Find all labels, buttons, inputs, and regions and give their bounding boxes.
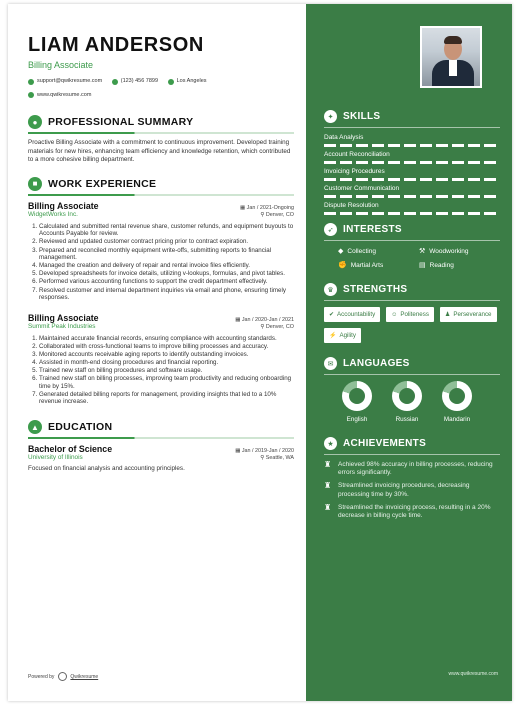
list-item: 5. Developed spreadsheets for invoice details, utilizing v-lookups, formulas, and pivot tables. <box>39 270 294 278</box>
strength-label: Perseverance <box>453 311 492 318</box>
skill-item: Data Analysis <box>324 134 364 141</box>
list-item: 3. Prepared and reconciled monthly equipment write-offs, submitting reports to financial management. <box>39 247 294 262</box>
language-label: Mandarin <box>443 416 471 423</box>
phone-icon <box>112 79 118 85</box>
interests-heading <box>324 223 500 236</box>
contact-info <box>28 76 294 103</box>
divider <box>324 374 500 375</box>
resume-page <box>8 4 512 701</box>
interest-label: Martial Arts <box>350 261 384 269</box>
skill-item: Customer Communication <box>324 185 400 192</box>
achievement-text: Streamlined the invoicing process, resulting in a 20% decrease in billing cycle time. <box>338 503 491 520</box>
strengths-list <box>324 307 500 343</box>
list-item: 2. Reviewed and updated customer contract pricing prior to contract expiration. <box>39 238 294 246</box>
list-item: 7. Resolved customer and internal department inquiries via email and phone, ensuring timely responses. <box>39 287 294 302</box>
job-entry <box>28 201 294 302</box>
people-icon: ♟ <box>444 312 451 318</box>
main-column <box>8 4 306 701</box>
bolt-icon: ⚡ <box>329 333 337 339</box>
divider <box>324 127 500 128</box>
trophy-icon: ♜ <box>324 481 332 491</box>
skill-level-bar <box>324 195 500 198</box>
education-date: ▦ Jan / 2019-Jan / 2020 <box>235 448 294 455</box>
hammer-icon: ⚒ <box>419 248 426 255</box>
trophy-icon: ♜ <box>324 502 332 512</box>
phone-text: (123) 456 7899 <box>120 78 159 84</box>
strength-label: Agility <box>339 332 356 339</box>
education-heading <box>28 420 294 434</box>
smile-icon: ☺ <box>391 311 398 318</box>
profile-photo <box>420 26 482 88</box>
interest-label: Collecting <box>347 247 376 255</box>
strengths-title: STRENGTHS <box>343 284 408 295</box>
list-item: 5. Trained new staff on billing procedures and software usage. <box>39 367 294 375</box>
language-level-donut <box>342 381 372 411</box>
award-icon: ★ <box>324 437 337 450</box>
location-pin-icon <box>168 79 174 85</box>
list-item: 6. Trained new staff on billing processes, improving team productivity and reducing onboarding time by 15%. <box>39 375 294 390</box>
footer-website[interactable]: www.qwikresume.com <box>448 671 498 677</box>
job-company: Summit Peak Industries <box>28 322 96 330</box>
achievement-text: Streamlined invoicing procedures, decreasing processing time by 30%. <box>338 482 470 498</box>
email-contact[interactable] <box>28 76 102 87</box>
job-location: ⚲ Denver, CO <box>260 323 294 330</box>
strength-badge <box>324 307 380 322</box>
email-icon <box>28 79 34 85</box>
school: University of Illinois <box>28 454 83 462</box>
email-text: support@qwikresume.com <box>37 78 103 84</box>
powered-by <box>28 672 98 681</box>
divider <box>28 437 294 439</box>
job-location-text: Denver, CO <box>265 323 294 330</box>
qwikresume-logo-icon <box>58 672 67 681</box>
skill-item: Dispute Resolution <box>324 202 379 209</box>
skill-level-bar <box>324 161 500 164</box>
briefcase-icon: ■ <box>28 177 42 191</box>
degree: Bachelor of Science <box>28 444 113 455</box>
languages-heading <box>324 357 500 370</box>
interests-list <box>324 247 500 269</box>
achievement-item <box>324 504 500 520</box>
gem-icon: ◆ <box>338 248 344 255</box>
skills-heading <box>324 110 500 123</box>
skill-item: Account Reconciliation <box>324 151 390 158</box>
languages-title: LANGUAGES <box>343 358 410 369</box>
education-date-text: Jan / 2019-Jan / 2020 <box>241 448 294 455</box>
strength-badge <box>324 328 361 343</box>
globe-icon <box>28 92 34 98</box>
interest-label: Reading <box>429 261 454 269</box>
divider <box>28 132 294 134</box>
list-item: 7. Generated detailed billing reports for management, providing insights that led to a 10% revenue increase. <box>39 391 294 406</box>
job-date: ▦ Jan / 2020-Jan / 2021 <box>235 316 294 323</box>
language-item <box>392 381 422 423</box>
rocket-icon: ➶ <box>324 223 337 236</box>
list-item: 1. Calculated and submitted rental revenue share, customer refunds, and equipment buyouts to Accounts Payable for review. <box>39 223 294 238</box>
divider <box>324 454 500 455</box>
achievements-title: ACHIEVEMENTS <box>343 438 427 449</box>
list-item: 3. Monitored accounts receivable aging reports to identify outstanding invoices. <box>39 351 294 359</box>
list-item: 4. Managed the creation and delivery of repair and rental invoice files efficiently. <box>39 262 294 270</box>
education-location-text: Seattle, WA <box>265 455 294 462</box>
skills-title: SKILLS <box>343 111 381 122</box>
skill-item: Invoicing Procedures <box>324 168 385 175</box>
achievements-heading <box>324 437 500 450</box>
experience-title: WORK EXPERIENCE <box>48 177 157 190</box>
person-icon: ● <box>28 115 42 129</box>
job-date: ▦ Jan / 2021-Ongoing <box>240 204 294 211</box>
divider <box>324 300 500 301</box>
book-icon: ▤ <box>419 262 426 269</box>
interest-item <box>338 261 419 269</box>
achievement-text: Achieved 98% accuracy in billing processes, reducing errors significantly. <box>338 461 493 477</box>
candidate-role: Billing Associate <box>28 60 94 70</box>
job-title: Billing Associate <box>28 312 99 323</box>
skill-level-bar <box>324 178 500 181</box>
trophy-icon: ♛ <box>324 283 337 296</box>
language-level-donut <box>442 381 472 411</box>
candidate-name: LIAM ANDERSON <box>28 34 204 56</box>
experience-heading <box>28 177 294 191</box>
sidebar <box>306 4 512 701</box>
job-bullets <box>39 223 294 302</box>
job-company: WidgetWorks Inc. <box>28 210 78 218</box>
summary-title: PROFESSIONAL SUMMARY <box>48 116 194 128</box>
job-date-text: Jan / 2020-Jan / 2021 <box>241 316 294 323</box>
location-text: Los Angeles <box>176 78 207 84</box>
job-location: ⚲ Denver, CO <box>260 211 294 218</box>
list-item: 1. Maintained accurate financial records, ensuring compliance with accounting standards. <box>39 335 294 343</box>
divider <box>324 240 500 241</box>
languages-list <box>324 381 500 423</box>
check-circle-icon: ✔ <box>329 312 335 318</box>
skill-level-bar <box>324 212 500 215</box>
phone-contact <box>112 76 158 87</box>
language-item <box>442 381 472 423</box>
website-text: www.qwikresume.com <box>37 91 92 98</box>
powered-by-label: Powered by <box>28 673 55 680</box>
list-item: 6. Performed various accounting functions to support the credit department effectively. <box>39 278 294 286</box>
interest-item <box>338 247 419 255</box>
speech-bubble-icon: ✉ <box>324 357 337 370</box>
job-title: Billing Associate <box>28 200 99 211</box>
language-item <box>342 381 372 423</box>
strength-label: Accountability <box>337 311 376 318</box>
brand-name[interactable]: Qwikresume <box>70 673 99 680</box>
website-contact[interactable] <box>28 90 91 101</box>
fist-icon: ✊ <box>338 262 347 269</box>
summary-heading <box>28 115 294 129</box>
strength-label: Politeness <box>400 311 429 318</box>
graduation-cap-icon: ▲ <box>28 420 42 434</box>
list-item: 2. Collaborated with cross-functional teams to improve billing processes and accuracy. <box>39 343 294 351</box>
education-title: EDUCATION <box>48 421 113 434</box>
lightbulb-icon: ✦ <box>324 110 337 123</box>
interests-title: INTERESTS <box>343 224 402 235</box>
strength-badge <box>386 307 434 322</box>
skill-level-bar <box>324 144 500 147</box>
list-item: 4. Assisted in month-end closing procedures and financial reporting. <box>39 359 294 367</box>
summary-text: Proactive Billing Associate with a commitment to continuous improvement. Developed training materials for new hires, enhancing team efficiency and knowledge retention, which contributed to a more cohesive billing department. <box>28 139 291 164</box>
language-label: Russian <box>395 416 419 423</box>
job-bullets <box>39 335 294 406</box>
education-description: Focused on financial analysis and accounting principles. <box>28 465 185 473</box>
achievement-item <box>324 461 500 477</box>
job-location-text: Denver, CO <box>265 211 294 218</box>
divider <box>28 194 294 196</box>
strength-badge <box>440 307 497 322</box>
interest-label: Woodworking <box>429 247 469 255</box>
education-location: ⚲ Seattle, WA <box>260 455 294 462</box>
location-contact <box>168 76 207 87</box>
achievement-item <box>324 482 500 498</box>
strengths-heading <box>324 283 500 296</box>
job-date-text: Jan / 2021-Ongoing <box>246 204 294 211</box>
language-level-donut <box>392 381 422 411</box>
interest-item <box>419 247 500 255</box>
language-label: English <box>346 416 368 423</box>
trophy-icon: ♜ <box>324 460 332 469</box>
interest-item <box>419 261 500 269</box>
job-entry <box>28 313 294 406</box>
